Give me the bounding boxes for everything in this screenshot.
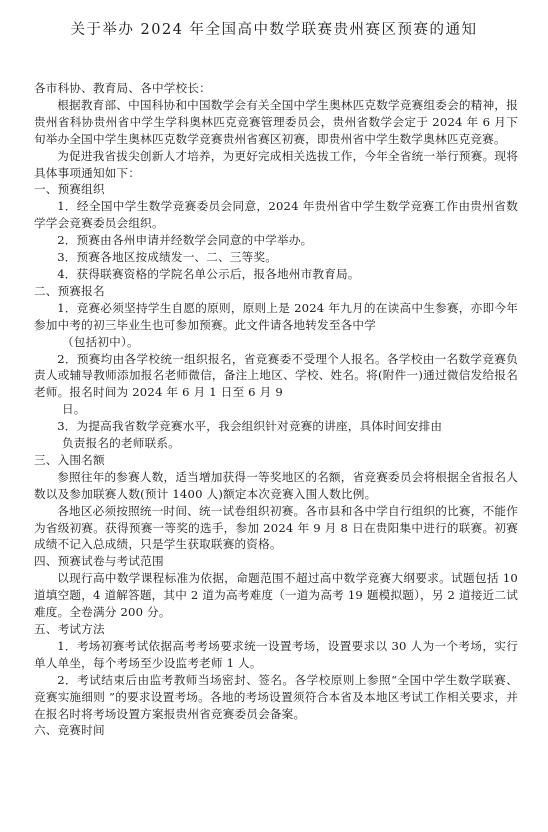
section-item-continuation: （包括初中）。 (62, 334, 139, 349)
section-paragraph: 1．考场初赛考试依据高考考场要求统一设置考场，设置要求以 30 人为一个考场，实行单人单坐，每个考场至少设监考老师 1 人。 (34, 638, 518, 670)
intro-paragraph: 为促进我省拔尖创新人才培养，为更好完成相关选拔工作，今年全省统一举行预赛。现将具体事项通知如下： (34, 148, 518, 180)
section-item: 3．为提高我省数学竞赛水平，我会组织针对竞赛的讲座，具体时间安排由 (57, 419, 443, 434)
section-item: 2．预赛均由各学校统一组织报名，省竞赛委不受理个人报名。各学校由一名数学竞赛负责人或辅导教师添加报名老师微信，备注上地区、学校、姓名。将(附件一)通过微信发给报名老师。报名时间为 2024 年 6 月 1 日至 6 月 9 (34, 351, 518, 400)
section-heading: 五、考试方法 (34, 622, 105, 636)
section-item: 2．预赛由各州申请并经数学会同意的中学举办。 (57, 233, 313, 248)
section-heading: 二、预赛报名 (34, 283, 105, 298)
section-item: 4．获得联赛资格的学院名单公示后，报各地州市教育局。 (57, 266, 360, 281)
section-heading: 四、预赛试卷与考试范围 (34, 554, 164, 569)
section-heading: 六、竞赛时间 (34, 723, 105, 738)
document-body (34, 80, 518, 739)
section-paragraph: 以现行高中数学课程标准为依据，命题范围不超过高中数学竞赛大纲要求。试题包括 10 道填空题，4 道解答题，其中 2 道为高考难度（一道为高考 19 题模拟题），另 2 道接近二试难度。全卷满分 200 分。 (34, 571, 518, 620)
section-paragraph: 2．考试结束后由监考教师当场密封、签名。各学校原则上参照“全国中学生数学联赛、竞赛实施细则 ”的要求设置考场。各地的考场设置须符合本省及本地区考试工作相关要求，并在报名时将考场设置方案报贵州省竞赛委员会备案。 (34, 672, 518, 721)
section-item: 1．经全国中学生数学竞赛委员会同意，2024 年贵州省中学生数学竞赛工作由贵州省数学学会竞赛委员会组织。 (34, 199, 518, 231)
section-heading: 三、入围名额 (34, 452, 105, 467)
intro-paragraph: 根据教育部、中国科协和中国数学会有关全国中学生奥林匹克数学竞赛组委会的精神，报贵州省科协贵州省中学生学科奥林匹克竞赛管理委员会，贵州省数学会定于 2024 年 6 月下旬举办全国中学生奥林匹克数学竞赛贵州省赛区初赛，即贵州省中学生数学奥林匹克竞赛。 (34, 97, 518, 146)
section-item: 3．预赛各地区按成绩发一、二、三等奖。 (57, 250, 278, 265)
salutation: 各市科协、教育局、各中学校长： (34, 81, 211, 95)
document-title: 关于举办 2024 年全国高中数学联赛贵州赛区预赛的通知 (70, 22, 478, 38)
section-paragraph: 各地区必须按照统一时间、统一试卷组织初赛。各市县和各中学自行组织的比赛，不能作为省级初赛。获得预赛一等奖的选手，参加 2024 年 9 月 8 日在贵阳集中进行的联赛。初赛成绩不记入总成绩，只是学生获取联赛的资格。 (34, 503, 518, 552)
section-item-continuation: 负责报名的老师联系。 (62, 436, 180, 451)
section-paragraph: 参照往年的参赛人数，适当增加获得一等奖地区的名额，省竞赛委员会将根据全省报名人数以及参加联赛人数(预计 1400 人)额定本次竞赛入围人数比例。 (34, 469, 518, 501)
section-item: 1．竞赛必须坚持学生自愿的原则，原则上是 2024 年九月的在读高中生参赛，亦即今年参加中考的初三毕业生也可参加预赛。此文件请各地转发至各中学 (34, 300, 518, 332)
section-item-continuation: 日。 (62, 402, 86, 417)
section-heading: 一、预赛组织 (34, 182, 105, 197)
